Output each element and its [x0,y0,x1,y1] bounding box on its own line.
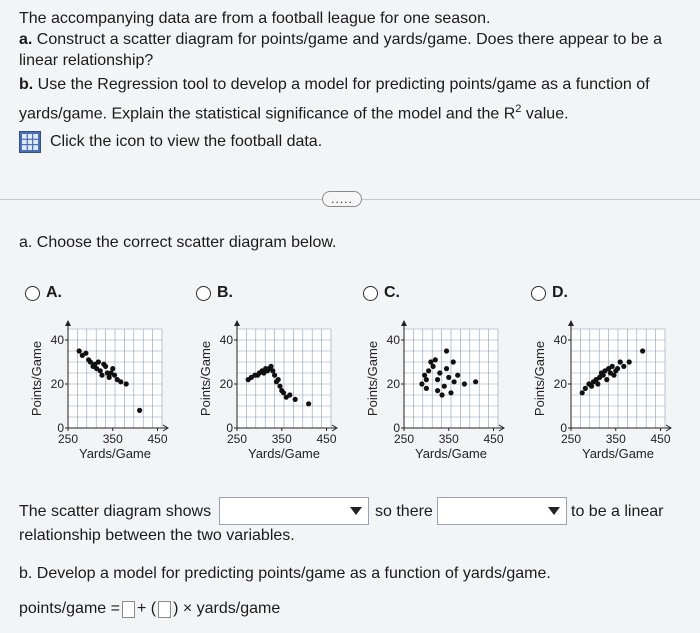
data-point [615,366,620,371]
data-point [276,377,281,382]
y-axis-title: Points/Game [365,340,380,417]
y-axis-title: Points/Game [198,340,213,417]
data-point [287,392,292,397]
x-axis-title: Yards/Game [414,446,488,461]
data-point [77,348,82,353]
y-axis-title: Points/Game [29,340,44,417]
data-point [640,348,645,353]
x-tick-label: 250 [57,432,79,446]
question-part-a [19,29,699,50]
data-point [272,373,277,378]
part-a-prompt: a. Choose the correct scatter diagram below. [19,234,337,251]
x-axis-title: Yards/Game [247,446,321,461]
option-b[interactable] [196,284,233,302]
dropdown-arrow-icon [548,507,560,515]
data-point [448,390,453,395]
x-tick-label: 250 [560,432,582,446]
x-tick-label: 450 [483,432,504,446]
intercept-input[interactable] [122,601,135,618]
x-tick-label: 450 [147,432,168,446]
y-tick-label: 40 [219,333,233,347]
y-axis-arrow [568,320,574,326]
data-point [99,373,104,378]
part-b-label: b. [19,76,34,93]
option-c[interactable] [363,284,400,302]
slope-input[interactable] [158,601,171,618]
part-a-label: a. [19,31,33,48]
data-point [137,408,142,413]
y-tick-label: 0 [57,421,64,435]
y-tick-label: 40 [553,333,567,347]
scatter-plot-a [28,315,188,465]
option-a[interactable] [25,284,62,302]
statement-line2: relationship between the two variables. [19,527,295,544]
data-point [83,351,88,356]
option-d-label: D. [552,284,568,301]
y-axis-arrow [234,320,240,326]
part-b-prompt: b. Develop a model for predicting points/game as a function of yards/game. [19,565,551,582]
part-b-text-2 [19,99,699,124]
y-tick-label: 20 [386,377,400,391]
part-a-text-1: Construct a scatter diagram for points/game and yards/game. Does there appear to be a [36,31,663,48]
equation-plus: + ( [136,600,157,617]
data-point [446,375,451,380]
appears-select[interactable] [437,497,567,525]
equation-lhs: points/game = [19,600,120,617]
y-tick-label: 0 [226,421,233,435]
data-point [455,373,460,378]
x-tick-label: 350 [438,432,459,446]
part-a-text-2: linear relationship? [19,52,154,69]
statement-post: to be a linear [571,503,664,520]
data-point [452,379,457,384]
data-point [595,381,600,386]
y-tick-label: 40 [386,333,400,347]
y-tick-label: 20 [553,377,567,391]
scatter-plot-b [197,315,357,465]
data-point [618,359,623,364]
data-point [583,386,588,391]
dropdown-arrow-icon [350,507,362,515]
data-point [604,377,609,382]
r-squared-sup: 2 [515,103,522,115]
equation-rhs: ) × yards/game [173,600,281,617]
scatter-plot-c [364,315,524,465]
data-point [426,368,431,373]
option-c-radio[interactable] [363,286,378,301]
data-point [110,366,115,371]
x-tick-label: 450 [650,432,671,446]
x-tick-label: 350 [605,432,626,446]
y-tick-label: 20 [219,377,233,391]
x-axis-title: Yards/Game [78,446,152,461]
option-a-radio[interactable] [25,286,40,301]
y-tick-label: 0 [560,421,567,435]
option-a-label: A. [46,284,62,301]
data-point [306,401,311,406]
option-c-label: C. [384,284,400,301]
data-point [442,384,447,389]
y-axis-arrow [401,320,407,326]
option-b-radio[interactable] [196,286,211,301]
question-intro: The accompanying data are from a football league for one season. [19,10,491,27]
part-b-text-1: Use the Regression tool to develop a model for predicting points/game as a function of [37,76,650,93]
data-point [433,357,438,362]
data-point [103,364,108,369]
data-point [437,370,442,375]
view-data-link-label[interactable]: Click the icon to view the football data. [50,133,323,150]
data-point [462,381,467,386]
data-point [435,377,440,382]
data-point [451,359,456,364]
data-point [444,348,449,353]
data-point [112,373,117,378]
part-b-text-2-post: value. [521,105,569,123]
data-point [419,381,424,386]
data-point [627,359,632,364]
data-point [424,377,429,382]
x-tick-label: 350 [271,432,292,446]
x-tick-label: 350 [102,432,123,446]
more-button[interactable]: ..... [322,191,362,207]
x-tick-label: 450 [316,432,337,446]
data-point [424,386,429,391]
y-axis-title: Points/Game [532,340,547,417]
data-point [621,364,626,369]
y-axis-arrow [65,320,71,326]
statement-pre: The scatter diagram shows [19,503,212,520]
spreadsheet-icon[interactable] [19,131,41,153]
x-tick-label: 250 [226,432,248,446]
x-tick-label: 250 [393,432,415,446]
data-point [281,390,286,395]
relationship-select[interactable] [219,497,369,525]
y-tick-label: 40 [50,333,64,347]
data-point [96,359,101,364]
data-point [610,364,615,369]
data-point [580,390,585,395]
option-d[interactable] [531,284,568,302]
scatter-plot-d [531,315,691,465]
data-point [118,379,123,384]
data-point [428,359,433,364]
option-d-radio[interactable] [531,286,546,301]
part-b-text-2-pre: yards/game. Explain the statistical significance of the model and the R [19,105,516,123]
view-data-link[interactable] [19,131,322,153]
y-tick-label: 0 [393,421,400,435]
y-tick-label: 20 [50,377,64,391]
data-point [435,388,440,393]
data-point [88,359,93,364]
regression-equation [19,600,280,618]
data-point [444,366,449,371]
data-point [430,364,435,369]
question-part-b [19,74,699,95]
data-point [439,392,444,397]
x-axis-title: Yards/Game [581,446,655,461]
data-point [473,379,478,384]
data-point [293,397,298,402]
data-point [124,381,129,386]
statement-mid: so there [375,503,433,520]
option-b-label: B. [217,284,233,301]
